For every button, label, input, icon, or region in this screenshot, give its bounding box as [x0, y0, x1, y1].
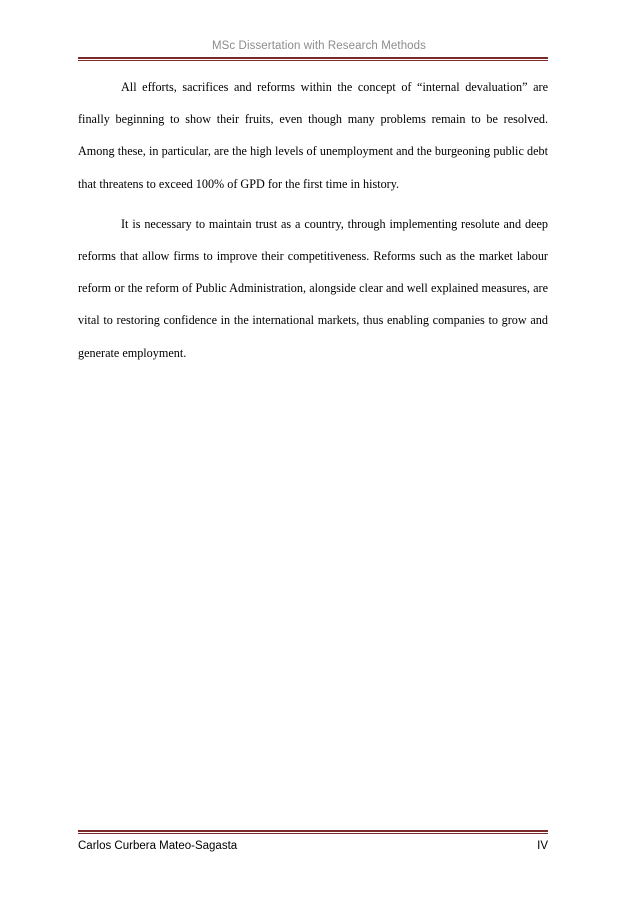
paragraph: All efforts, sacrifices and reforms within the concept of “internal devaluation” are finally beginning to show their fruits, even though many problems remain to be resolved. Among these, in particular, are the high levels of unemployment and the burgeoning public debt that threatens to exceed 100% of GPD for the first time in history.: [78, 80, 548, 191]
page-number: IV: [537, 840, 548, 852]
footer-rule: [78, 830, 548, 834]
paragraph: It is necessary to maintain trust as a country, through implementing resolute and deep reforms that allow firms to improve their competitiveness. Reforms such as the market labour reform or the reform of Public Administration, alongside clear and well explained measures, are vital to restoring confidence in the international markets, thus enabling companies to grow and generate employment.: [78, 216, 548, 360]
running-header: MSc Dissertation with Research Methods: [211, 40, 427, 52]
header-rule: [78, 57, 548, 61]
footer-author: Carlos Curbera Mateo-Sagasta: [78, 840, 238, 852]
body-text: [78, 71, 548, 377]
